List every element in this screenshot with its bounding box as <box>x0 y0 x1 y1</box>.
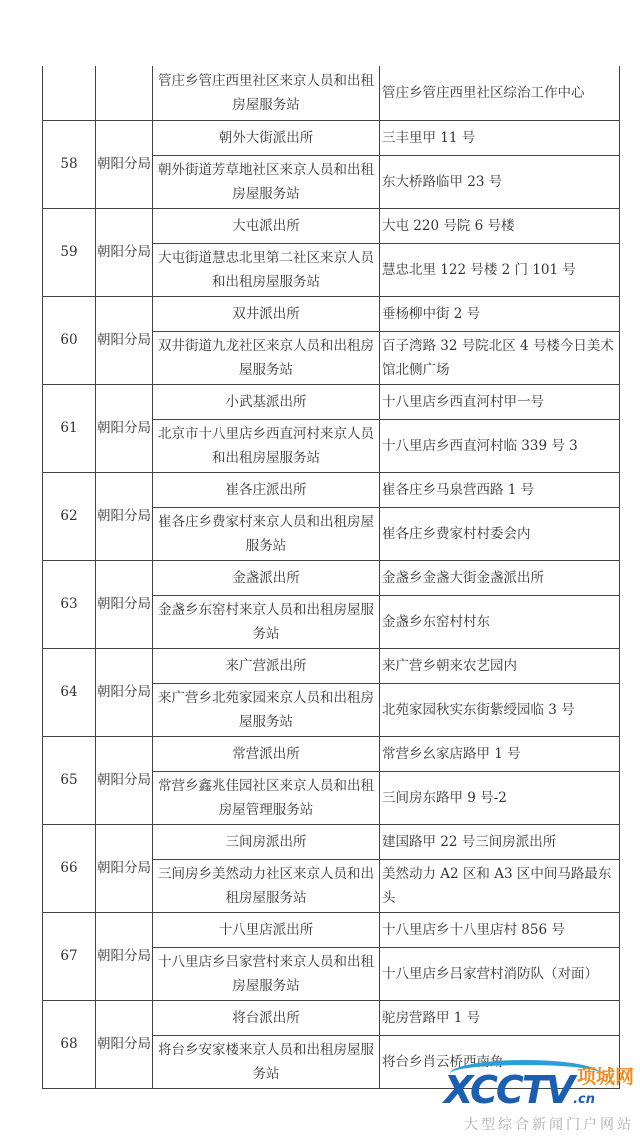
service-station-name: 北京市十八里店乡西直河村来京人员和出租房屋服务站 <box>153 419 380 472</box>
branch-cell: 朝阳分局 <box>96 296 153 384</box>
table-row <box>43 912 620 947</box>
branch-cell: 朝阳分局 <box>96 1000 153 1088</box>
police-station-address: 来广营乡朝来农艺园内 <box>380 648 620 683</box>
row-number: 66 <box>43 824 96 912</box>
police-station-address: 驼房营路甲 1 号 <box>380 1000 620 1035</box>
police-station-address: 崔各庄乡马泉营西路 1 号 <box>380 472 620 507</box>
police-station-name: 崔各庄派出所 <box>153 472 380 507</box>
branch-cell: 朝阳分局 <box>96 208 153 296</box>
branch-cell <box>96 66 153 120</box>
service-station-name: 常营乡鑫兆佳园社区来京人员和出租房屋管理服务站 <box>153 771 380 824</box>
row-number: 67 <box>43 912 96 1000</box>
watermark-slogan: 大型综合新闻门户网站 <box>464 1117 634 1133</box>
police-station-name: 常营派出所 <box>153 736 380 771</box>
service-station-name: 大屯街道慧忠北里第二社区来京人员和出租房屋服务站 <box>153 243 380 296</box>
police-station-address: 十八里店乡十八里店村 856 号 <box>380 912 620 947</box>
table-row <box>43 648 620 683</box>
row-number: 63 <box>43 560 96 648</box>
service-station-address: 美然动力 A2 区和 A3 区中间马路最东头 <box>380 859 620 912</box>
table-row <box>43 296 620 331</box>
service-station-address: 十八里店乡西直河村临 339 号 3 <box>380 419 620 472</box>
table-row <box>43 736 620 771</box>
row-number: 58 <box>43 120 96 208</box>
branch-cell: 朝阳分局 <box>96 472 153 560</box>
police-station-name: 小武基派出所 <box>153 384 380 419</box>
table-row <box>43 1000 620 1035</box>
row-number: 61 <box>43 384 96 472</box>
row-number: 68 <box>43 1000 96 1088</box>
service-station-address: 崔各庄乡费家村村委会内 <box>380 507 620 560</box>
row-number: 65 <box>43 736 96 824</box>
table-row <box>43 824 620 859</box>
xcctv-watermark <box>444 1054 634 1134</box>
service-station-name: 管庄乡管庄西里社区来京人员和出租房屋服务站 <box>153 66 380 120</box>
service-station-name: 金盏乡东窑村来京人员和出租房屋服务站 <box>153 595 380 648</box>
row-number: 64 <box>43 648 96 736</box>
police-station-address: 大屯 220 号院 6 号楼 <box>380 208 620 243</box>
police-station-address: 垂杨柳中街 2 号 <box>380 296 620 331</box>
branch-cell: 朝阳分局 <box>96 120 153 208</box>
logo-tld: .cn <box>573 1092 595 1107</box>
police-station-address: 十八里店乡西直河村甲一号 <box>380 384 620 419</box>
service-station-address: 东大桥路临甲 23 号 <box>380 155 620 208</box>
service-station-address: 三间房东路甲 9 号-2 <box>380 771 620 824</box>
branch-cell: 朝阳分局 <box>96 560 153 648</box>
police-station-name: 来广营派出所 <box>153 648 380 683</box>
police-station-address: 三丰里甲 11 号 <box>380 120 620 155</box>
police-station-address: 金盏乡金盏大街金盏派出所 <box>380 560 620 595</box>
logo-text: XCCTV <box>444 1068 574 1112</box>
row-number: 62 <box>43 472 96 560</box>
branch-cell: 朝阳分局 <box>96 736 153 824</box>
row-number: 59 <box>43 208 96 296</box>
police-station-name: 十八里店派出所 <box>153 912 380 947</box>
service-station-name: 来广营乡北苑家园来京人员和出租房屋服务站 <box>153 683 380 736</box>
police-station-name: 将台派出所 <box>153 1000 380 1035</box>
police-station-name: 双井派出所 <box>153 296 380 331</box>
service-station-name: 朝外街道芳草地社区来京人员和出租房屋服务站 <box>153 155 380 208</box>
table-row <box>43 560 620 595</box>
row-number <box>43 66 96 120</box>
service-station-address: 金盏乡东窑村村东 <box>380 595 620 648</box>
service-station-name: 十八里店乡吕家营村来京人员和出租房屋服务站 <box>153 947 380 1000</box>
watermark-site-name: 项城网 <box>576 1066 634 1088</box>
table-row <box>43 66 620 120</box>
branch-cell: 朝阳分局 <box>96 824 153 912</box>
service-station-name: 崔各庄乡费家村来京人员和出租房屋服务站 <box>153 507 380 560</box>
table-row <box>43 472 620 507</box>
service-station-address: 十八里店乡吕家营村消防队（对面） <box>380 947 620 1000</box>
table-row <box>43 120 620 155</box>
service-station-address: 将台乡肖云桥西南角 <box>380 1035 620 1088</box>
row-number: 60 <box>43 296 96 384</box>
service-station-name: 三间房乡美然动力社区来京人员和出租房屋服务站 <box>153 859 380 912</box>
branch-cell: 朝阳分局 <box>96 648 153 736</box>
police-station-name: 三间房派出所 <box>153 824 380 859</box>
service-station-address: 慧忠北里 122 号楼 2 门 101 号 <box>380 243 620 296</box>
police-station-name: 朝外大街派出所 <box>153 120 380 155</box>
service-station-address: 管庄乡管庄西里社区综治工作中心 <box>380 66 620 120</box>
service-station-address: 北苑家园秋实东街紫绶园临 3 号 <box>380 683 620 736</box>
police-station-address: 常营乡幺家店路甲 1 号 <box>380 736 620 771</box>
table-row <box>43 384 620 419</box>
station-table <box>42 66 620 1089</box>
service-station-name: 双井街道九龙社区来京人员和出租房屋服务站 <box>153 331 380 384</box>
branch-cell: 朝阳分局 <box>96 384 153 472</box>
police-station-address: 建国路甲 22 号三间房派出所 <box>380 824 620 859</box>
police-station-name: 大屯派出所 <box>153 208 380 243</box>
service-station-name: 将台乡安家楼来京人员和出租房屋服务站 <box>153 1035 380 1088</box>
service-station-address: 百子湾路 32 号院北区 4 号楼今日美术馆北侧广场 <box>380 331 620 384</box>
table-row <box>43 208 620 243</box>
police-station-name: 金盏派出所 <box>153 560 380 595</box>
branch-cell: 朝阳分局 <box>96 912 153 1000</box>
watermark-logo <box>444 1068 595 1112</box>
